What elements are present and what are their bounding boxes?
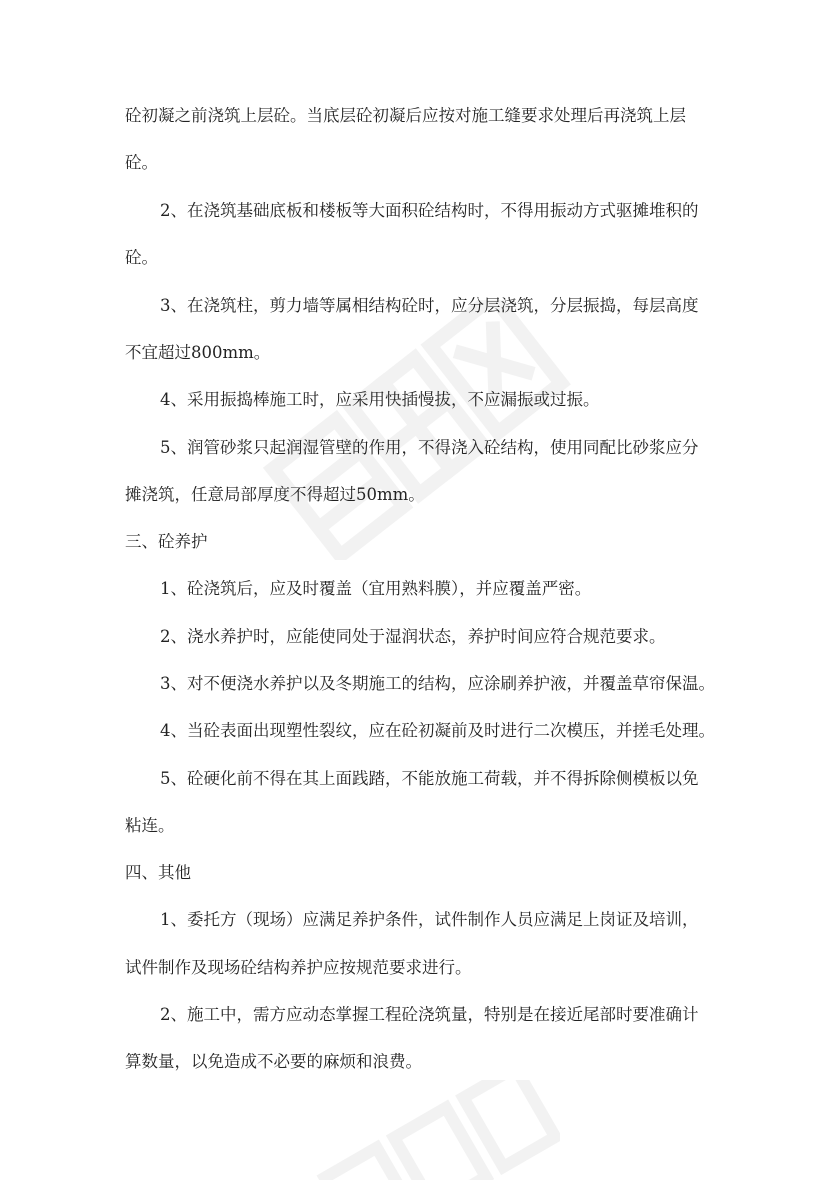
text-line: 不宜超过800mm。 [125, 343, 271, 362]
watermark-logo-bottom-icon [300, 1080, 560, 1180]
text-line: 摊浇筑，任意局部厚度不得超过50mm。 [125, 485, 425, 504]
text-line: 2、在浇筑基础底板和楼板等大面积砼结构时，不得用振动方式驱摊堆积的 [160, 201, 699, 220]
text-line: 1、砼浇筑后，应及时覆盖（宜用熟料膜），并应覆盖严密。 [160, 579, 592, 598]
text-line: 2、施工中，需方应动态掌握工程砼浇筑量，特别是在接近尾部时要准确计 [160, 1005, 699, 1024]
text-line: 3、在浇筑柱，剪力墙等属相结构砼时，应分层浇筑，分层振捣，每层高度 [160, 296, 699, 315]
section-heading: 四、其他 [125, 863, 191, 882]
text-line: 1、委托方（现场）应满足养护条件，试件制作人员应满足上岗证及培训， [160, 910, 699, 929]
text-line: 5、润管砂浆只起润湿管壁的作用，不得浇入砼结构，使用同配比砂浆应分 [160, 438, 699, 457]
text-line: 算数量，以免造成不必要的麻烦和浪费。 [125, 1052, 422, 1071]
watermark-logo-icon [250, 300, 590, 560]
text-line: 砼。 [125, 153, 158, 172]
text-line: 4、采用振捣棒施工时，应采用快插慢拔，不应漏振或过振。 [160, 390, 600, 409]
text-line: 2、浇水养护时，应能使同处于湿润状态，养护时间应符合规范要求。 [160, 627, 666, 646]
text-line: 4、当砼表面出现塑性裂纹，应在砼初凝前及时进行二次模压，并搓毛处理。 [160, 721, 715, 740]
text-line: 砼。 [125, 248, 158, 267]
text-line: 5、砼硬化前不得在其上面践踏，不能放施工荷载，并不得拆除侧模板以免 [160, 769, 699, 788]
text-line: 试件制作及现场砼结构养护应按规范要求进行。 [125, 958, 472, 977]
text-line: 3、对不便浇水养护以及冬期施工的结构，应涂刷养护液，并覆盖草帘保温。 [160, 674, 715, 693]
text-line: 砼初凝之前浇筑上层砼。当底层砼初凝后应按对施工缝要求处理后再浇筑上层 [125, 106, 686, 125]
text-line: 粘连。 [125, 816, 175, 835]
section-heading: 三、砼养护 [125, 532, 208, 551]
